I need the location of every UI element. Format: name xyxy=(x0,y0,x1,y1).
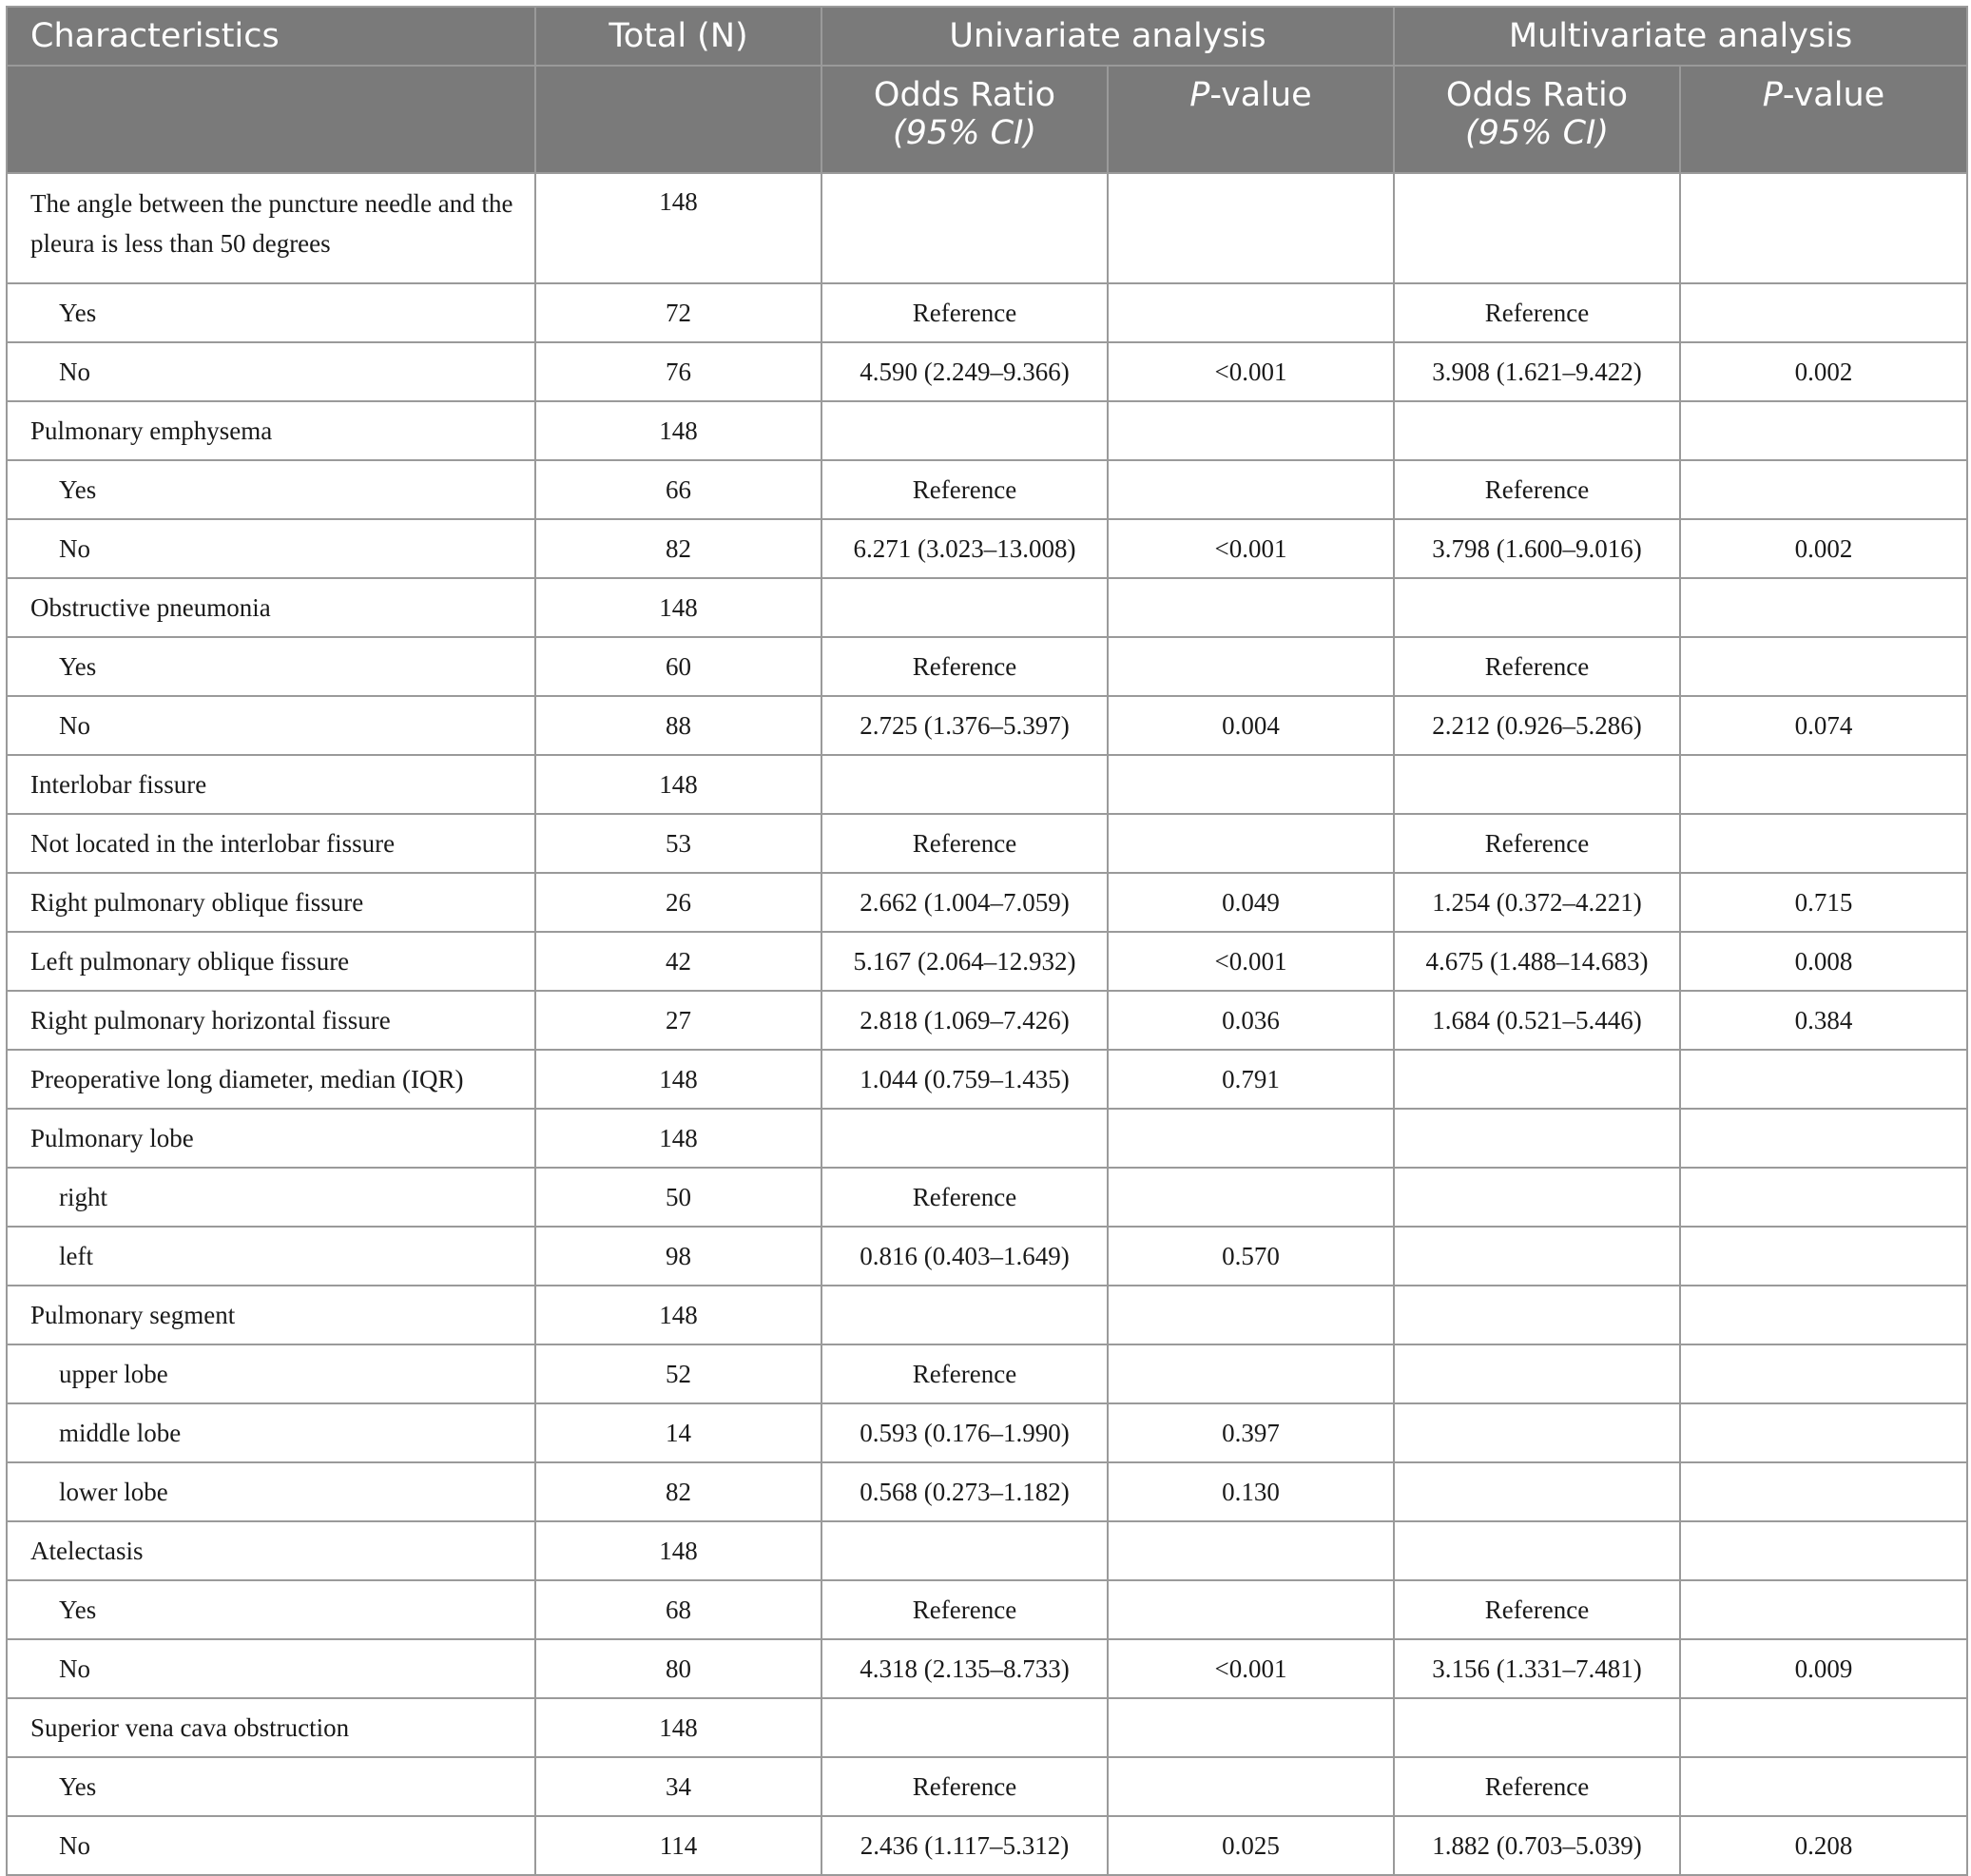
multivariate-odds-ratio xyxy=(1394,1344,1680,1403)
row-label: Interlobar fissure xyxy=(7,755,535,814)
multivariate-odds-ratio xyxy=(1394,1403,1680,1462)
univariate-p-value xyxy=(1108,814,1394,873)
multivariate-odds-ratio: Reference xyxy=(1394,1757,1680,1816)
p-value-suffix: -value xyxy=(1209,76,1312,114)
table-row xyxy=(7,1227,1967,1286)
header-blank-1 xyxy=(7,66,535,173)
univariate-p-value: <0.001 xyxy=(1108,1639,1394,1698)
row-label: Pulmonary segment xyxy=(7,1286,535,1344)
table-row xyxy=(7,173,1967,283)
row-label: No xyxy=(7,342,535,401)
header-multivariate-odds-ratio xyxy=(1394,66,1680,173)
total-n: 114 xyxy=(535,1816,821,1875)
multivariate-p-value xyxy=(1680,173,1967,283)
multivariate-odds-ratio xyxy=(1394,1521,1680,1580)
univariate-odds-ratio: Reference xyxy=(821,637,1108,696)
univariate-odds-ratio xyxy=(821,1109,1108,1168)
multivariate-odds-ratio xyxy=(1394,1168,1680,1227)
total-n: 148 xyxy=(535,1698,821,1757)
table-row xyxy=(7,342,1967,401)
odds-ratio-label: Odds Ratio xyxy=(1445,76,1629,114)
multivariate-p-value xyxy=(1680,1698,1967,1757)
univariate-odds-ratio: 2.725 (1.376–5.397) xyxy=(821,696,1108,755)
multivariate-p-value xyxy=(1680,578,1967,637)
multivariate-odds-ratio: 1.882 (0.703–5.039) xyxy=(1394,1816,1680,1875)
table-row xyxy=(7,1286,1967,1344)
univariate-p-value xyxy=(1108,1580,1394,1639)
table-row xyxy=(7,1816,1967,1875)
row-label: Right pulmonary horizontal fissure xyxy=(7,991,535,1050)
row-label: Pulmonary lobe xyxy=(7,1109,535,1168)
multivariate-p-value xyxy=(1680,1227,1967,1286)
univariate-odds-ratio: Reference xyxy=(821,283,1108,342)
header-univariate: Univariate analysis xyxy=(821,7,1394,66)
multivariate-odds-ratio: Reference xyxy=(1394,283,1680,342)
total-n: 34 xyxy=(535,1757,821,1816)
univariate-odds-ratio xyxy=(821,173,1108,283)
multivariate-p-value: 0.002 xyxy=(1680,342,1967,401)
row-label: No xyxy=(7,1816,535,1875)
total-n: 148 xyxy=(535,1521,821,1580)
multivariate-p-value: 0.008 xyxy=(1680,932,1967,991)
total-n: 66 xyxy=(535,460,821,519)
univariate-odds-ratio: Reference xyxy=(821,1344,1108,1403)
multivariate-odds-ratio: Reference xyxy=(1394,460,1680,519)
row-label: left xyxy=(7,1227,535,1286)
univariate-odds-ratio: 2.436 (1.117–5.312) xyxy=(821,1816,1108,1875)
multivariate-p-value xyxy=(1680,1403,1967,1462)
row-label: Obstructive pneumonia xyxy=(7,578,535,637)
total-n: 42 xyxy=(535,932,821,991)
table-row xyxy=(7,1462,1967,1521)
total-n: 80 xyxy=(535,1639,821,1698)
univariate-p-value: <0.001 xyxy=(1108,932,1394,991)
multivariate-p-value xyxy=(1680,1109,1967,1168)
table-row xyxy=(7,1168,1967,1227)
multivariate-p-value xyxy=(1680,814,1967,873)
row-label: No xyxy=(7,519,535,578)
total-n: 148 xyxy=(535,173,821,283)
header-univariate-p-value xyxy=(1108,66,1394,173)
row-label: Yes xyxy=(7,637,535,696)
table-row xyxy=(7,637,1967,696)
table-row xyxy=(7,1050,1967,1109)
p-value-suffix: -value xyxy=(1782,76,1885,114)
univariate-p-value xyxy=(1108,1521,1394,1580)
total-n: 82 xyxy=(535,1462,821,1521)
univariate-odds-ratio xyxy=(821,1521,1108,1580)
table-row xyxy=(7,1109,1967,1168)
univariate-p-value: 0.791 xyxy=(1108,1050,1394,1109)
univariate-p-value xyxy=(1108,1168,1394,1227)
total-n: 14 xyxy=(535,1403,821,1462)
row-label: No xyxy=(7,696,535,755)
multivariate-p-value xyxy=(1680,1344,1967,1403)
univariate-p-value xyxy=(1108,401,1394,460)
table-row xyxy=(7,578,1967,637)
total-n: 148 xyxy=(535,578,821,637)
table-row xyxy=(7,696,1967,755)
regression-table xyxy=(6,6,1968,1876)
header-multivariate: Multivariate analysis xyxy=(1394,7,1967,66)
univariate-odds-ratio: Reference xyxy=(821,1580,1108,1639)
multivariate-odds-ratio xyxy=(1394,1698,1680,1757)
univariate-p-value xyxy=(1108,1109,1394,1168)
univariate-p-value: 0.036 xyxy=(1108,991,1394,1050)
multivariate-p-value xyxy=(1680,1168,1967,1227)
multivariate-odds-ratio: 3.156 (1.331–7.481) xyxy=(1394,1639,1680,1698)
univariate-odds-ratio: 2.662 (1.004–7.059) xyxy=(821,873,1108,932)
header-total: Total (N) xyxy=(535,7,821,66)
total-n: 148 xyxy=(535,1050,821,1109)
multivariate-odds-ratio: Reference xyxy=(1394,1580,1680,1639)
univariate-p-value xyxy=(1108,637,1394,696)
table-row xyxy=(7,401,1967,460)
univariate-odds-ratio: Reference xyxy=(821,460,1108,519)
multivariate-odds-ratio: 2.212 (0.926–5.286) xyxy=(1394,696,1680,755)
univariate-p-value xyxy=(1108,1344,1394,1403)
table-row xyxy=(7,873,1967,932)
univariate-p-value xyxy=(1108,283,1394,342)
multivariate-odds-ratio: 4.675 (1.488–14.683) xyxy=(1394,932,1680,991)
univariate-odds-ratio xyxy=(821,1698,1108,1757)
row-label: The angle between the puncture needle and the pleura is less than 50 degrees xyxy=(7,173,535,283)
odds-ratio-label: Odds Ratio xyxy=(873,76,1056,114)
univariate-odds-ratio xyxy=(821,401,1108,460)
multivariate-odds-ratio: Reference xyxy=(1394,637,1680,696)
multivariate-odds-ratio xyxy=(1394,1462,1680,1521)
multivariate-p-value xyxy=(1680,1286,1967,1344)
header-row-2 xyxy=(7,66,1967,173)
univariate-odds-ratio: 5.167 (2.064–12.932) xyxy=(821,932,1108,991)
header-row-1 xyxy=(7,7,1967,66)
table-row xyxy=(7,519,1967,578)
row-label: Yes xyxy=(7,1757,535,1816)
multivariate-p-value xyxy=(1680,1757,1967,1816)
total-n: 88 xyxy=(535,696,821,755)
multivariate-p-value: 0.074 xyxy=(1680,696,1967,755)
multivariate-p-value xyxy=(1680,637,1967,696)
multivariate-p-value: 0.715 xyxy=(1680,873,1967,932)
univariate-p-value: 0.570 xyxy=(1108,1227,1394,1286)
multivariate-p-value xyxy=(1680,1521,1967,1580)
total-n: 76 xyxy=(535,342,821,401)
table-row xyxy=(7,1698,1967,1757)
univariate-odds-ratio: 6.271 (3.023–13.008) xyxy=(821,519,1108,578)
multivariate-odds-ratio xyxy=(1394,1109,1680,1168)
total-n: 53 xyxy=(535,814,821,873)
ci-label: (95% CI) xyxy=(1465,114,1609,152)
row-label: lower lobe xyxy=(7,1462,535,1521)
univariate-p-value xyxy=(1108,755,1394,814)
univariate-p-value: 0.025 xyxy=(1108,1816,1394,1875)
univariate-p-value xyxy=(1108,460,1394,519)
table-row xyxy=(7,1344,1967,1403)
multivariate-p-value xyxy=(1680,1462,1967,1521)
table-row xyxy=(7,932,1967,991)
row-label: upper lobe xyxy=(7,1344,535,1403)
table-row xyxy=(7,1580,1967,1639)
total-n: 148 xyxy=(535,401,821,460)
multivariate-p-value xyxy=(1680,283,1967,342)
total-n: 98 xyxy=(535,1227,821,1286)
univariate-p-value xyxy=(1108,1757,1394,1816)
univariate-p-value: <0.001 xyxy=(1108,519,1394,578)
row-label: Pulmonary emphysema xyxy=(7,401,535,460)
table-row xyxy=(7,755,1967,814)
multivariate-p-value xyxy=(1680,1580,1967,1639)
multivariate-odds-ratio: 3.798 (1.600–9.016) xyxy=(1394,519,1680,578)
multivariate-p-value: 0.002 xyxy=(1680,519,1967,578)
row-label: Not located in the interlobar fissure xyxy=(7,814,535,873)
table-body xyxy=(7,173,1967,1875)
multivariate-odds-ratio: 3.908 (1.621–9.422) xyxy=(1394,342,1680,401)
univariate-p-value xyxy=(1108,1698,1394,1757)
multivariate-p-value: 0.208 xyxy=(1680,1816,1967,1875)
total-n: 27 xyxy=(535,991,821,1050)
total-n: 82 xyxy=(535,519,821,578)
multivariate-odds-ratio xyxy=(1394,1286,1680,1344)
multivariate-odds-ratio xyxy=(1394,755,1680,814)
table-row xyxy=(7,1403,1967,1462)
multivariate-odds-ratio xyxy=(1394,401,1680,460)
row-label: Yes xyxy=(7,283,535,342)
univariate-odds-ratio: 1.044 (0.759–1.435) xyxy=(821,1050,1108,1109)
header-characteristics: Characteristics xyxy=(7,7,535,66)
total-n: 148 xyxy=(535,1109,821,1168)
univariate-odds-ratio: 0.816 (0.403–1.649) xyxy=(821,1227,1108,1286)
row-label: Yes xyxy=(7,1580,535,1639)
univariate-odds-ratio: 0.568 (0.273–1.182) xyxy=(821,1462,1108,1521)
row-label: Superior vena cava obstruction xyxy=(7,1698,535,1757)
row-label: Left pulmonary oblique fissure xyxy=(7,932,535,991)
multivariate-p-value xyxy=(1680,1050,1967,1109)
total-n: 52 xyxy=(535,1344,821,1403)
univariate-odds-ratio: Reference xyxy=(821,814,1108,873)
multivariate-p-value xyxy=(1680,460,1967,519)
univariate-p-value: 0.130 xyxy=(1108,1462,1394,1521)
header-multivariate-p-value xyxy=(1680,66,1967,173)
univariate-p-value: <0.001 xyxy=(1108,342,1394,401)
header-blank-2 xyxy=(535,66,821,173)
univariate-p-value xyxy=(1108,173,1394,283)
table-header xyxy=(7,7,1967,173)
table-row xyxy=(7,460,1967,519)
univariate-odds-ratio xyxy=(821,755,1108,814)
univariate-p-value: 0.397 xyxy=(1108,1403,1394,1462)
multivariate-p-value xyxy=(1680,401,1967,460)
univariate-odds-ratio xyxy=(821,1286,1108,1344)
multivariate-odds-ratio xyxy=(1394,578,1680,637)
header-univariate-odds-ratio xyxy=(821,66,1108,173)
univariate-p-value: 0.049 xyxy=(1108,873,1394,932)
univariate-odds-ratio: 0.593 (0.176–1.990) xyxy=(821,1403,1108,1462)
multivariate-odds-ratio xyxy=(1394,173,1680,283)
table-row xyxy=(7,1639,1967,1698)
univariate-p-value: 0.004 xyxy=(1108,696,1394,755)
row-label: Yes xyxy=(7,460,535,519)
univariate-odds-ratio: Reference xyxy=(821,1168,1108,1227)
univariate-odds-ratio: 2.818 (1.069–7.426) xyxy=(821,991,1108,1050)
table-row xyxy=(7,1757,1967,1816)
p-label: P xyxy=(1189,76,1210,114)
row-label: middle lobe xyxy=(7,1403,535,1462)
total-n: 148 xyxy=(535,755,821,814)
row-label: Preoperative long diameter, median (IQR) xyxy=(7,1050,535,1109)
univariate-p-value xyxy=(1108,1286,1394,1344)
multivariate-odds-ratio xyxy=(1394,1050,1680,1109)
univariate-odds-ratio xyxy=(821,578,1108,637)
univariate-p-value xyxy=(1108,578,1394,637)
multivariate-p-value: 0.009 xyxy=(1680,1639,1967,1698)
multivariate-p-value: 0.384 xyxy=(1680,991,1967,1050)
multivariate-odds-ratio xyxy=(1394,1227,1680,1286)
total-n: 68 xyxy=(535,1580,821,1639)
total-n: 26 xyxy=(535,873,821,932)
row-label: right xyxy=(7,1168,535,1227)
univariate-odds-ratio: 4.318 (2.135–8.733) xyxy=(821,1639,1108,1698)
total-n: 72 xyxy=(535,283,821,342)
multivariate-odds-ratio: Reference xyxy=(1394,814,1680,873)
row-label: No xyxy=(7,1639,535,1698)
table-row xyxy=(7,814,1967,873)
total-n: 60 xyxy=(535,637,821,696)
table-row xyxy=(7,991,1967,1050)
multivariate-p-value xyxy=(1680,755,1967,814)
p-label: P xyxy=(1762,76,1783,114)
table-row xyxy=(7,283,1967,342)
table-row xyxy=(7,1521,1967,1580)
univariate-odds-ratio: 4.590 (2.249–9.366) xyxy=(821,342,1108,401)
total-n: 148 xyxy=(535,1286,821,1344)
row-label: Right pulmonary oblique fissure xyxy=(7,873,535,932)
total-n: 50 xyxy=(535,1168,821,1227)
row-label: Atelectasis xyxy=(7,1521,535,1580)
univariate-odds-ratio: Reference xyxy=(821,1757,1108,1816)
multivariate-odds-ratio: 1.254 (0.372–4.221) xyxy=(1394,873,1680,932)
multivariate-odds-ratio: 1.684 (0.521–5.446) xyxy=(1394,991,1680,1050)
ci-label: (95% CI) xyxy=(893,114,1036,152)
